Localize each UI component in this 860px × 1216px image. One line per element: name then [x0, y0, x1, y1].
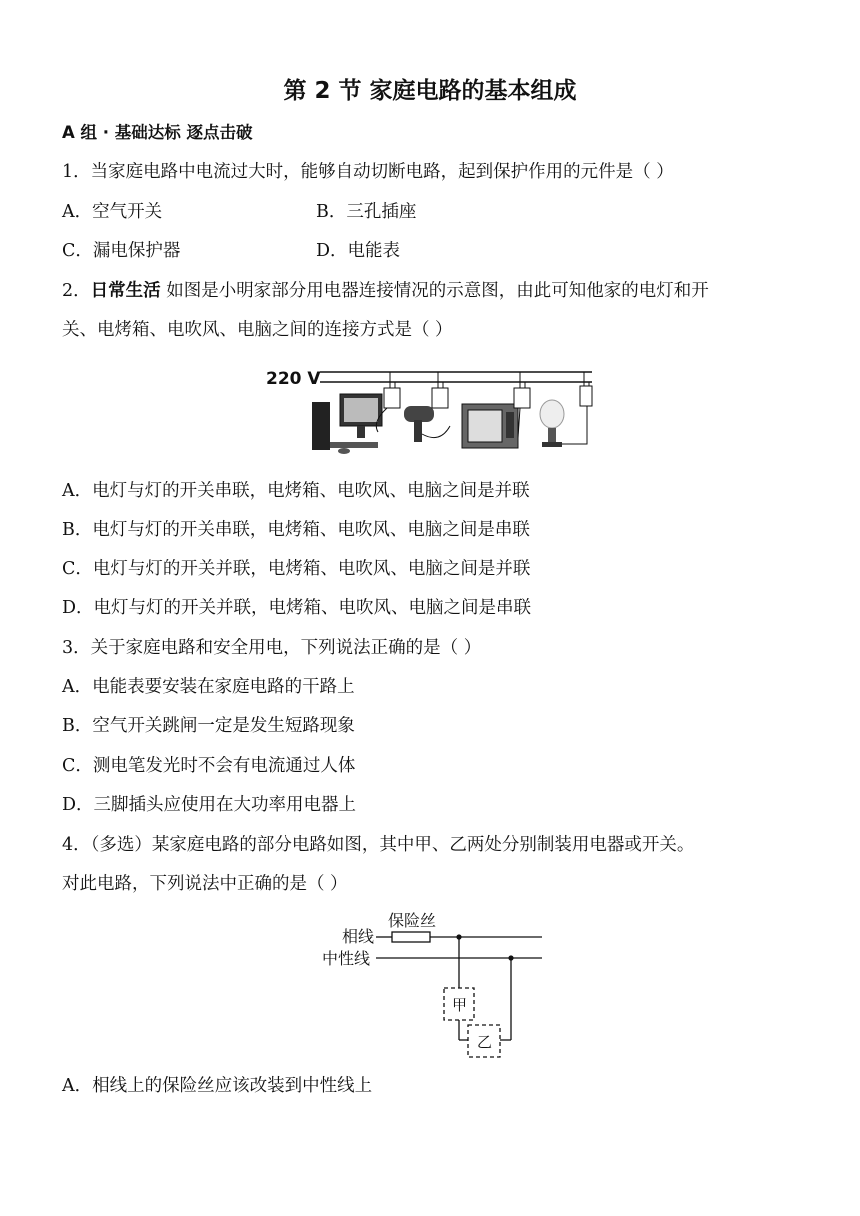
q2-figure [262, 362, 602, 462]
fuse-icon [392, 932, 430, 942]
q1-option-b: B．三孔插座 [316, 202, 417, 222]
computer-icon [312, 394, 382, 454]
hair-dryer-icon [404, 406, 450, 442]
q1-stem: 1．当家庭电路中电流过大时，能够自动切断电路，起到保护作用的元件是（ ） [62, 162, 674, 182]
q4-stem-line1: 4．（多选）某家庭电路的部分电路如图，其中甲、乙两处分别制装用电器或开关。 [62, 835, 695, 855]
q2-stem-text: 如图是小明家部分用电器连接情况的示意图，由此可知他家的电灯和开 [160, 281, 709, 301]
q1-option-a: A．空气开关 [62, 202, 163, 222]
q3-option-a: A．电能表要安装在家庭电路的干路上 [62, 677, 355, 697]
q2-option-a: A．电灯与灯的开关串联，电烤箱、电吹风、电脑之间是并联 [62, 481, 530, 501]
q1-option-d: D．电能表 [316, 241, 401, 261]
q3-option-c: C．测电笔发光时不会有电流通过人体 [62, 756, 356, 776]
fuse-label: 保险丝 [388, 911, 437, 930]
q2-option-d: D．电灯与灯的开关并联，电烤箱、电吹风、电脑之间是串联 [62, 598, 532, 618]
lamp-icon [540, 400, 587, 447]
q3-stem: 3．关于家庭电路和安全用电，下列说法正确的是（ ） [62, 638, 482, 658]
q2-option-b: B．电灯与灯的开关串联，电烤箱、电吹风、电脑之间是串联 [62, 520, 530, 540]
q4-circuit-diagram [318, 906, 550, 1062]
q2-stem-line1 [62, 279, 709, 303]
live-wire-label: 相线 [342, 927, 375, 946]
q2-number: 2． [62, 281, 91, 301]
q2-voltage-label: 220 V [266, 369, 321, 389]
q2-option-c: C．电灯与灯的开关并联，电烤箱、电吹风、电脑之间是并联 [62, 559, 531, 579]
q1-option-c: C．漏电保护器 [62, 241, 181, 261]
q3-option-b: B．空气开关跳闸一定是发生短路现象 [62, 716, 355, 736]
oven-icon [462, 404, 518, 448]
q4-stem-line2: 对此电路，下列说法中正确的是（ ） [62, 874, 348, 894]
q2-stem-line2: 关、电烤箱、电吹风、电脑之间的连接方式是（ ） [62, 320, 453, 340]
page-title: 第 2 节 家庭电路的基本组成 [283, 78, 577, 104]
neutral-wire-label: 中性线 [322, 949, 371, 968]
yi-label: 乙 [477, 1033, 493, 1051]
jia-label: 甲 [452, 996, 468, 1014]
group-heading: A 组 · 基础达标 逐点击破 [62, 123, 253, 142]
q4-option-a: A．相线上的保险丝应该改装到中性线上 [62, 1076, 373, 1096]
q3-option-d: D．三脚插头应使用在大功率用电器上 [62, 795, 357, 815]
q2-tag: 日常生活 [90, 281, 161, 301]
